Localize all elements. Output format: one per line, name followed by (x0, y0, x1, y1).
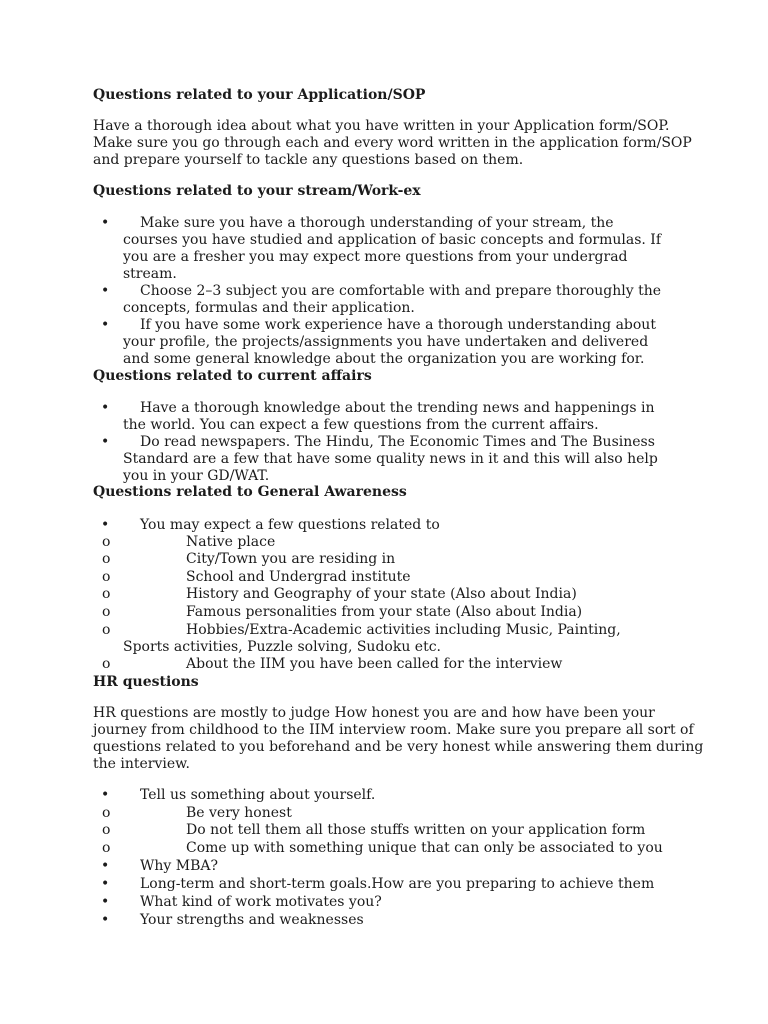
sub-bullet-marker: o (102, 840, 111, 856)
awareness-subitem: Hobbies/Extra-Academic activities including Music, Painting, (186, 622, 621, 638)
awareness-subitem: History and Geography of your state (Also about India) (186, 586, 577, 602)
bullet-marker: • (101, 912, 110, 928)
heading-general-awareness: Questions related to General Awareness (93, 484, 407, 500)
bullet-marker: • (101, 517, 110, 533)
stream-item-line: concepts, formulas and their application. (123, 300, 415, 316)
heading-stream-workex: Questions related to your stream/Work-ex (93, 183, 421, 199)
sub-bullet-marker: o (102, 822, 111, 838)
stream-item-line: courses you have studied and application of basic concepts and formulas. If (123, 232, 661, 248)
bullet-marker: • (101, 858, 110, 874)
application-para-line: and prepare yourself to tackle any questions based on them. (93, 152, 524, 168)
hr-subitem: Come up with something unique that can only be associated to you (186, 840, 663, 856)
awareness-subitem: School and Undergrad institute (186, 569, 411, 585)
sub-bullet-marker: o (102, 604, 111, 620)
heading-application-sop: Questions related to your Application/SOP (93, 87, 426, 103)
affairs-item-line: Standard are a few that have some quality news in it and this will also help (123, 451, 658, 467)
awareness-subitem: About the IIM you have been called for the interview (186, 656, 563, 672)
affairs-item-line: Do read newspapers. The Hindu, The Economic Times and The Business (140, 434, 655, 450)
bullet-marker: • (101, 317, 110, 333)
awareness-subitem: Native place (186, 534, 276, 550)
bullet-marker: • (101, 894, 110, 910)
heading-hr-questions: HR questions (93, 674, 199, 690)
stream-item-line: you are a fresher you may expect more questions from your undergrad (123, 249, 628, 265)
bullet-marker: • (101, 283, 110, 299)
awareness-subitem-cont: Sports activities, Puzzle solving, Sudoku etc. (123, 639, 441, 655)
bullet-marker: • (101, 434, 110, 450)
sub-bullet-marker: o (102, 586, 111, 602)
hr-para-line: the interview. (93, 756, 190, 772)
stream-item-line: Make sure you have a thorough understanding of your stream, the (140, 215, 614, 231)
sub-bullet-marker: o (102, 805, 111, 821)
bullet-marker: • (101, 400, 110, 416)
affairs-item-line: Have a thorough knowledge about the trending news and happenings in (140, 400, 655, 416)
stream-item-line: If you have some work experience have a thorough understanding about (140, 317, 656, 333)
hr-subitem: Do not tell them all those stuffs written on your application form (186, 822, 646, 838)
stream-item-line: your profile, the projects/assignments you have undertaken and delivered (123, 334, 649, 350)
awareness-subitem: Famous personalities from your state (Also about India) (186, 604, 583, 620)
affairs-item-line: you in your GD/WAT. (123, 468, 270, 484)
application-para-line: Have a thorough idea about what you have written in your Application form/SOP. (93, 118, 670, 134)
hr-item: Long-term and short-term goals.How are you preparing to achieve them (140, 876, 655, 892)
hr-item: Why MBA? (140, 858, 219, 874)
awareness-intro: You may expect a few questions related to (140, 517, 440, 533)
awareness-subitem: City/Town you are residing in (186, 551, 396, 567)
application-para-line: Make sure you go through each and every word written in the application form/SOP (93, 135, 692, 151)
sub-bullet-marker: o (102, 551, 111, 567)
sub-bullet-marker: o (102, 622, 111, 638)
affairs-item-line: the world. You can expect a few questions from the current affairs. (123, 417, 599, 433)
bullet-marker: • (101, 787, 110, 803)
sub-bullet-marker: o (102, 656, 111, 672)
sub-bullet-marker: o (102, 569, 111, 585)
hr-para-line: journey from childhood to the IIM interview room. Make sure you prepare all sort of (93, 722, 694, 738)
hr-para-line: HR questions are mostly to judge How honest you are and how have been your (93, 705, 655, 721)
hr-subitem: Be very honest (186, 805, 292, 821)
bullet-marker: • (101, 876, 110, 892)
stream-item-line: Choose 2–3 subject you are comfortable with and prepare thoroughly the (140, 283, 662, 299)
hr-para-line: questions related to you beforehand and be very honest while answering them during (93, 739, 704, 755)
sub-bullet-marker: o (102, 534, 111, 550)
hr-item: Tell us something about yourself. (140, 787, 376, 803)
bullet-marker: • (101, 215, 110, 231)
hr-item: What kind of work motivates you? (140, 894, 382, 910)
stream-item-line: stream. (123, 266, 177, 282)
stream-item-line: and some general knowledge about the organization you are working for. (123, 351, 645, 367)
heading-current-affairs: Questions related to current affairs (93, 368, 372, 384)
hr-item: Your strengths and weaknesses (140, 912, 364, 928)
